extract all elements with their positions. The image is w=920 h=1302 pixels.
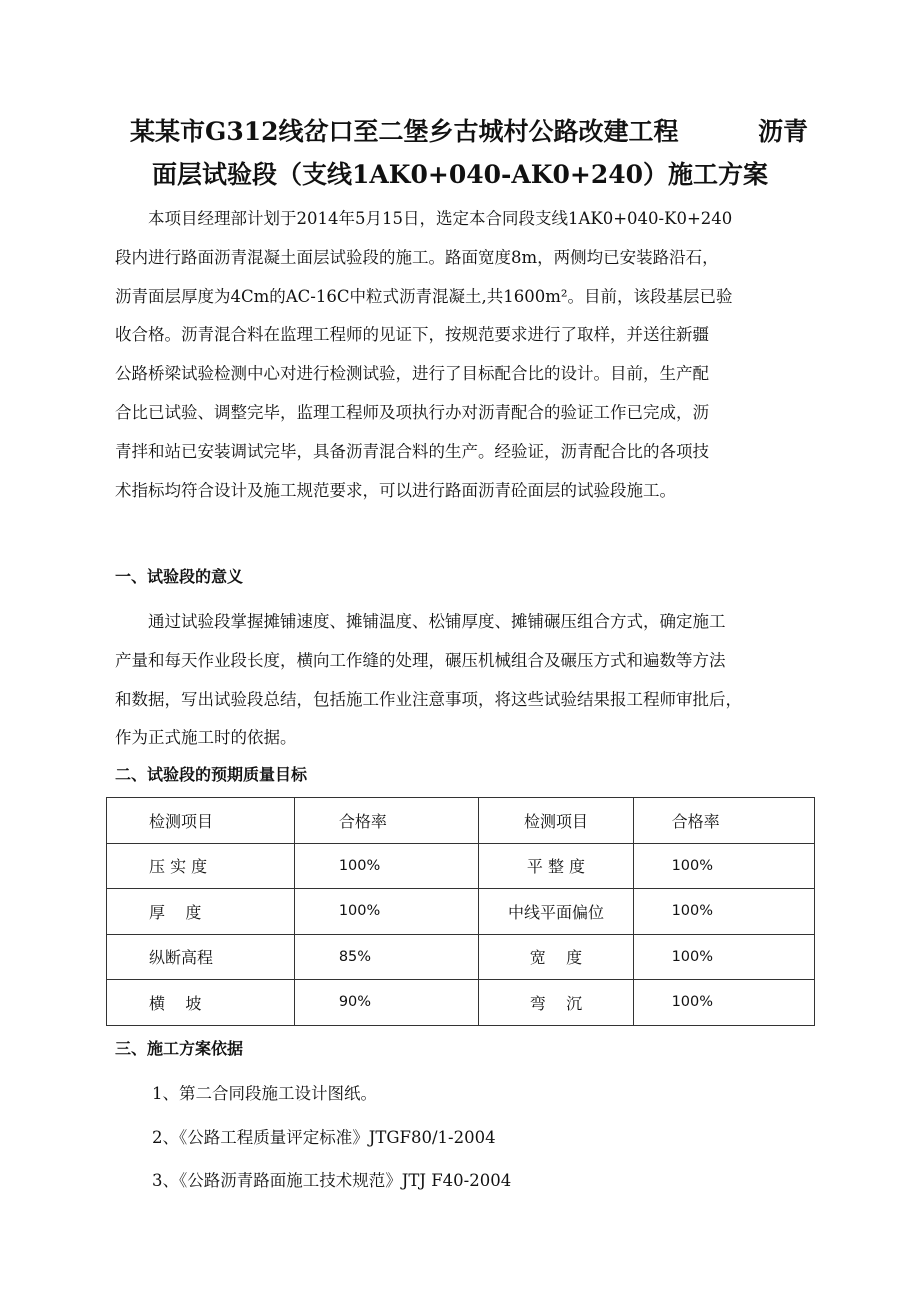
table-cell: 100% xyxy=(294,889,479,935)
table-header-cell: 检测项目 xyxy=(479,798,633,844)
section-1-line: 和数据，写出试验段总结，包括施工作业注意事项，将这些试验结果报工程师审批后， xyxy=(115,689,742,709)
section-1-line: 通过试验段掌握摊铺速度、摊铺温度、松铺厚度、摊铺碾压组合方式，确定施工 xyxy=(148,612,726,631)
table-cell: 中线平面偏位 xyxy=(479,889,633,935)
section-1-line: 产量和每天作业段长度，横向工作缝的处理，碾压机械组合及碾压方式和遍数等方法 xyxy=(115,650,726,670)
table-row xyxy=(107,889,815,935)
table-cell: 压 实 度 xyxy=(107,843,295,889)
table-row xyxy=(107,843,815,889)
intro-line: 合比已试验、调整完毕，监理工程师及项执行办对沥青配合的验证工作已完成，沥 xyxy=(115,402,709,422)
document-title-line-1 xyxy=(106,112,814,152)
basis-list-item: 1、第二合同段施工设计图纸。 xyxy=(152,1084,377,1103)
table-row xyxy=(107,934,815,980)
table-header-row xyxy=(107,798,815,844)
table-cell: 100% xyxy=(633,889,814,935)
section-3-heading: 三、施工方案依据 xyxy=(115,1039,244,1058)
intro-line: 沥青面层厚度为4Cm的AC-16C中粒式沥青混凝土,共1600m²。目前，该段基层已验 xyxy=(115,286,733,306)
table-header-cell: 合格率 xyxy=(633,798,814,844)
title-line-1-right: 沥青 xyxy=(757,117,808,146)
document-title-line-2: 面层试验段（支线1AK0+040-AK0+240）施工方案 xyxy=(151,160,769,189)
table-cell: 100% xyxy=(294,843,479,889)
table-cell: 90% xyxy=(294,980,479,1026)
section-2-heading: 二、试验段的预期质量目标 xyxy=(115,765,308,784)
intro-line: 青拌和站已安装调试完毕，具备沥青混合料的生产。经验证，沥青配合比的各项技 xyxy=(115,441,709,461)
section-1-heading: 一、试验段的意义 xyxy=(115,567,244,586)
intro-line: 公路桥梁试验检测中心对进行检测试验，进行了目标配合比的设计。目前，生产配 xyxy=(115,364,709,384)
table-header-cell: 合格率 xyxy=(294,798,479,844)
intro-line: 本项目经理部计划于2014年5月15日，选定本合同段支线1AK0+040-K0+240 xyxy=(148,209,733,228)
table-cell: 100% xyxy=(633,980,814,1026)
section-1-line: 作为正式施工时的依据。 xyxy=(115,728,297,748)
intro-line: 术指标均符合设计及施工规范要求，可以进行路面沥青砼面层的试验段施工。 xyxy=(115,480,676,500)
intro-line: 段内进行路面沥青混凝土面层试验段的施工。路面宽度8m，两侧均已安装路沿石， xyxy=(115,247,719,267)
table-cell: 100% xyxy=(633,934,814,980)
title-line-1-left: 某某市G312线岔口至二堡乡古城村公路改建工程 xyxy=(130,117,679,146)
table-row xyxy=(107,980,815,1026)
table-cell: 纵断高程 xyxy=(107,934,295,980)
table-cell: 弯 沉 xyxy=(479,980,633,1026)
section-1-paragraph xyxy=(115,603,805,758)
basis-list-item: 2、《公路工程质量评定标准》JTGF80/1-2004 xyxy=(152,1128,496,1147)
table-cell: 宽 度 xyxy=(479,934,633,980)
intro-line: 收合格。沥青混合料在监理工程师的见证下，按规范要求进行了取样，并送往新疆 xyxy=(115,325,709,345)
intro-paragraph xyxy=(115,200,805,510)
table-cell: 厚 度 xyxy=(107,889,295,935)
table-cell: 85% xyxy=(294,934,479,980)
table-cell: 横 坡 xyxy=(107,980,295,1026)
table-cell: 平 整 度 xyxy=(479,843,633,889)
table-header-cell: 检测项目 xyxy=(107,798,295,844)
basis-list-item: 3、《公路沥青路面施工技术规范》JTJ F40-2004 xyxy=(152,1171,512,1190)
table-cell: 100% xyxy=(633,843,814,889)
quality-target-table xyxy=(106,797,815,1026)
